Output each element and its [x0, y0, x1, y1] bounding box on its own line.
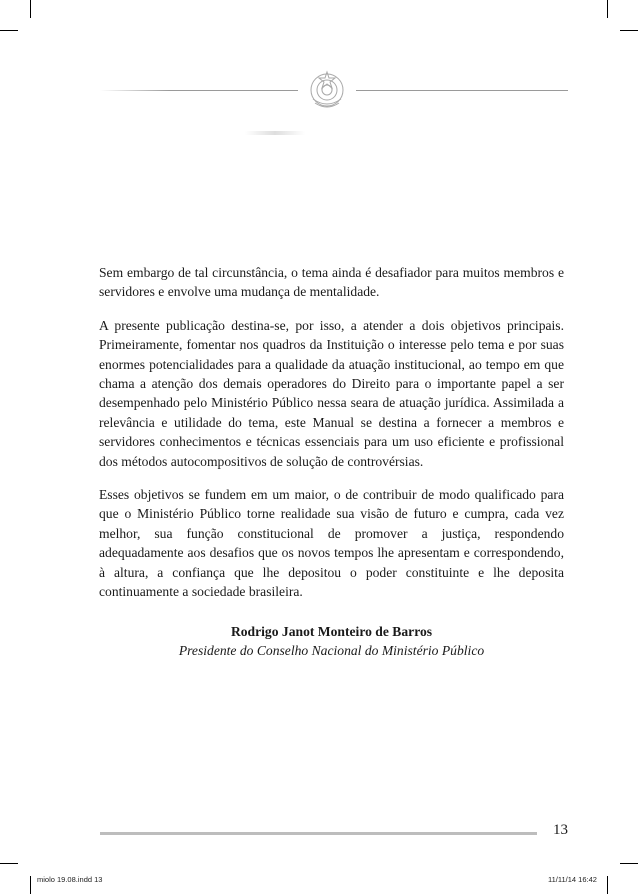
header-rule-left: [100, 90, 298, 91]
print-smudge: [245, 131, 305, 135]
header-rule-right: [356, 90, 568, 91]
page-number: 13: [553, 822, 568, 838]
crop-mark: [0, 863, 18, 864]
crop-mark: [30, 0, 31, 18]
crop-mark: [607, 876, 608, 894]
coat-of-arms-icon: [306, 69, 348, 111]
slug-filename: miolo 19.08.indd 13: [37, 875, 103, 884]
body-text: [99, 263, 564, 616]
paragraph: Sem embargo de tal circunstância, o tema ainda é desafiador para muitos membros e servidores e envolve uma mudança de mentalidade.: [99, 265, 564, 300]
crop-mark: [620, 863, 638, 864]
signature-name: Rodrigo Janot Monteiro de Barros: [230, 624, 433, 639]
footer-rule: [100, 832, 537, 835]
paragraph: Esses objetivos se fundem em um maior, o de contribuir de modo qualificado para que o Ministério Público torne realidade sua visão de futuro e cumpra, cada vez melhor, sua função constitucional de promover a justiça, respondendo adequadamente aos desafios que os novos tempos lhe apresentam e correspondendo, à altura, a confiança que lhe depositou o poder constituinte e lhe deposita continuamente a sociedade brasileira.: [99, 487, 564, 600]
signature-title: Presidente do Conselho Nacional do Ministério Público: [178, 643, 485, 658]
crop-mark: [607, 0, 608, 18]
crop-mark: [0, 30, 18, 31]
crop-mark: [30, 876, 31, 894]
slug-datetime: 11/11/14 16:42: [548, 875, 597, 884]
paragraph: A presente publicação destina-se, por isso, a atender a dois objetivos principais. Primeiramente, fomentar nos quadros da Instituição o interesse pelo tema e por suas enormes potencialidades para a qualidade da atuação institucional, ao tempo em que chama a atenção dos demais operadores do Direito para o importante papel a ser desempenhado pelo Ministério Público nessa seara de atuação jurídica. Assimilada a relevância e utilidade do tema, este Manual se destina a fornecer a membros e servidores conhecimentos e técnicas essenciais para um uso eficiente e profissional dos métodos autocompositivos de solução de controvérsias.: [99, 317, 564, 469]
crop-mark: [620, 30, 638, 31]
